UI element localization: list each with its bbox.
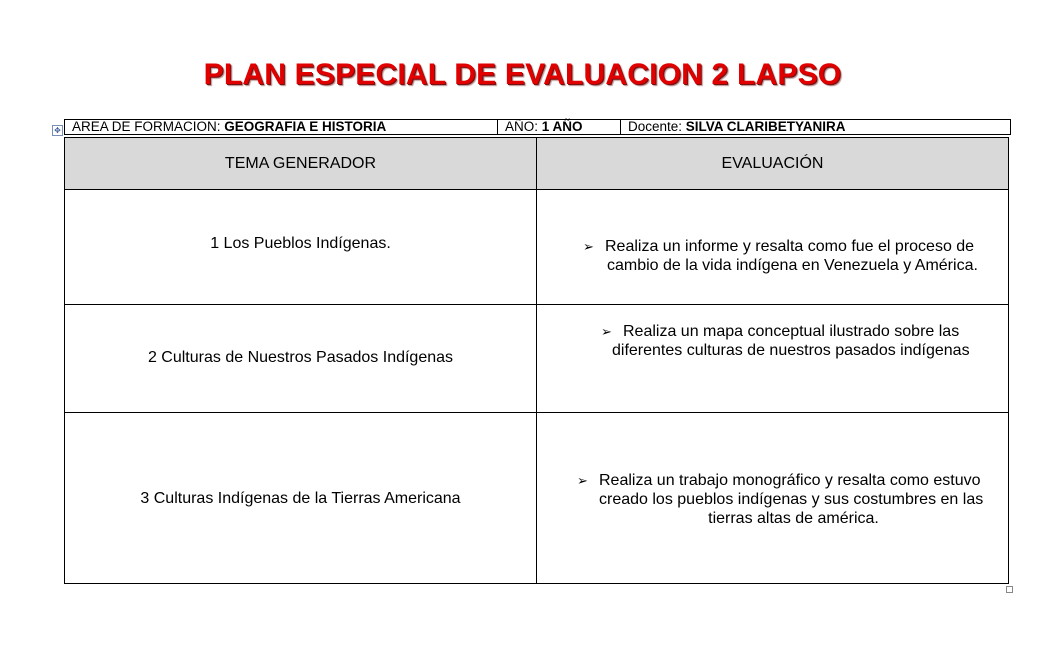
- header-evaluacion: EVALUACIÓN: [721, 154, 824, 172]
- area-value: GEOGRAFIA E HISTORIA: [224, 119, 387, 134]
- table-header-row: [65, 138, 1008, 190]
- evaluation-line: Realiza un mapa conceptual ilustrado sobre las: [623, 323, 960, 340]
- year-value: 1 AÑO: [541, 119, 583, 134]
- evaluation-text: [583, 237, 993, 275]
- evaluation-line: diferentes culturas de nuestros pasados indígenas: [612, 342, 970, 359]
- info-bar: [64, 119, 1011, 135]
- evaluation-cell: [537, 413, 1008, 583]
- teacher-cell: [620, 120, 1010, 134]
- topic-cell: [65, 413, 537, 583]
- evaluation-line: tierras altas de américa.: [708, 510, 879, 527]
- table-resize-handle[interactable]: [1006, 586, 1013, 593]
- area-cell: [65, 120, 497, 134]
- table-row: [65, 305, 1008, 413]
- teacher-value: SILVA CLARIBETYANIRA: [685, 119, 846, 134]
- table-move-handle-icon[interactable]: ✥: [52, 125, 63, 136]
- evaluation-line: creado los pueblos indígenas y sus costumbres en las: [599, 491, 984, 508]
- evaluation-text: [577, 471, 1002, 528]
- evaluation-line: Realiza un trabajo monográfico y resalta como estuvo: [599, 472, 981, 489]
- year-label: AÑO:: [505, 119, 542, 134]
- topic-text: 2 Culturas de Nuestros Pasados Indígenas: [147, 349, 454, 366]
- table-row: [65, 190, 1008, 305]
- evaluation-cell: [537, 190, 1008, 304]
- area-label: AREA DE FORMACION:: [72, 119, 225, 134]
- evaluation-cell: [537, 305, 1008, 412]
- arrowhead-bullet-icon: ➢: [577, 473, 588, 488]
- topic-cell: [65, 305, 537, 412]
- arrowhead-bullet-icon: ➢: [601, 324, 612, 339]
- page-title: PLAN ESPECIAL DE EVALUACION 2 LAPSO: [203, 58, 842, 91]
- teacher-label: Docente:: [628, 119, 686, 134]
- evaluation-line: Realiza un informe y resalta como fue el proceso de: [605, 238, 975, 255]
- topic-cell: [65, 190, 537, 304]
- evaluation-text: [601, 322, 991, 360]
- topic-text: 1 Los Pueblos Indígenas.: [210, 235, 391, 252]
- year-cell: [497, 120, 620, 134]
- topic-text: 3 Culturas Indígenas de la Tierras Americana: [140, 490, 461, 507]
- arrowhead-bullet-icon: ➢: [583, 239, 594, 254]
- evaluation-line: cambio de la vida indígena en Venezuela y América.: [607, 257, 978, 274]
- header-tema-generador: TEMA GENERADOR: [65, 138, 537, 189]
- table-row: [65, 413, 1008, 583]
- evaluation-table: [64, 137, 1009, 584]
